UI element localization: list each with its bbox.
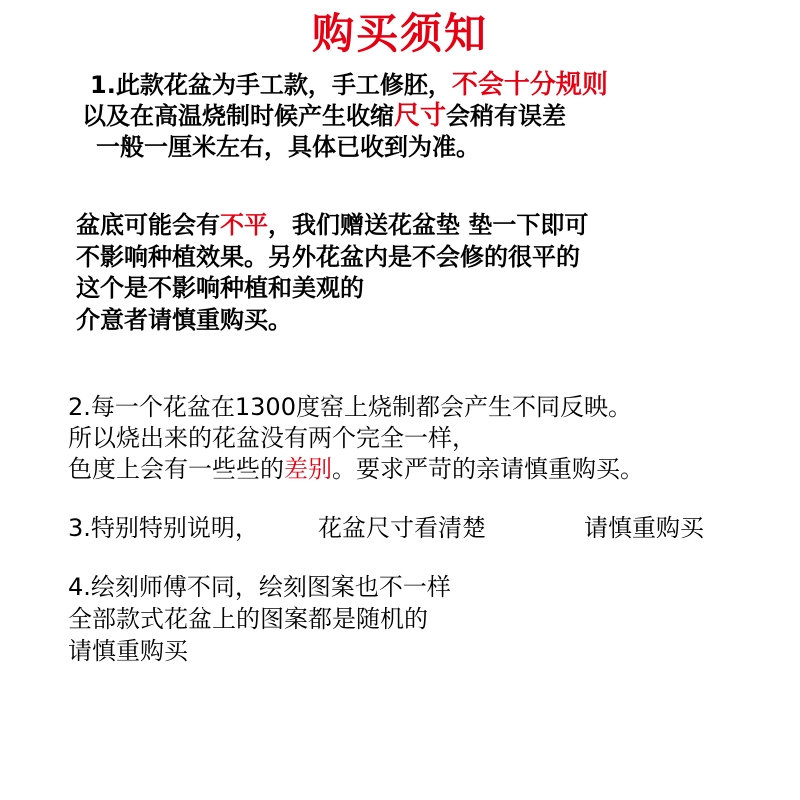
notice-1-line-2	[82, 101, 566, 131]
notice-2-line-1: 2.每一个花盆在1300度窑上烧制都会产生不同反映。	[68, 393, 632, 421]
notice-4-line-3: 请慎重购买	[68, 637, 188, 665]
notice-1-highlight-irregular: 不会十分规则	[451, 70, 608, 100]
notice-4-line-1: 4.绘刻师傅不同，绘刻图案也不一样	[68, 573, 451, 601]
notice-3-part-2: 花盆尺寸看清楚	[318, 514, 486, 542]
notice-2-highlight-difference: 差别	[284, 455, 332, 483]
page-title: 购买须知	[311, 9, 488, 58]
notice-2-line-3-text-a: 色度上会有一些些的	[68, 455, 284, 483]
notice-1-line-3: 一般一厘米左右，具体已收到为准。	[96, 133, 480, 161]
base-notice-line-3: 这个是不影响种植和美观的	[76, 274, 364, 302]
notice-3-part-3: 请慎重购买	[584, 514, 704, 542]
base-notice-line-1-text-b: ，我们赠送花盆垫 垫一下即可	[268, 211, 589, 239]
base-notice-line-1	[76, 210, 588, 240]
notice-1-highlight-size: 尺寸	[394, 101, 447, 131]
base-notice-line-4: 介意者请慎重购买。	[76, 306, 292, 334]
notice-3-part-1: 3.特别特别说明，	[68, 514, 259, 542]
base-notice-line-2: 不影响种植效果。另外花盆内是不会修的很平的	[76, 243, 580, 271]
notice-1-line-2-text-a: 以及在高温烧制时候产生收缩	[82, 102, 394, 130]
notice-2-line-2: 所以烧出来的花盆没有两个完全一样，	[68, 424, 476, 452]
notice-1-line-2-text-b: 会稍有误差	[446, 102, 567, 130]
notice-2-line-3	[68, 454, 644, 484]
notice-4-line-2: 全部款式花盆上的图案都是随机的	[68, 605, 428, 633]
notice-2-line-3-text-b: 。要求严苛的亲请慎重购买。	[332, 455, 644, 483]
base-notice-line-1-text-a: 盆底可能会有	[76, 211, 220, 239]
notice-1-line-1	[90, 70, 608, 100]
notice-1-line-1-text: 1.此款花盆为手工款，手工修胚，	[90, 71, 452, 99]
base-notice-highlight-uneven: 不平	[220, 211, 268, 239]
